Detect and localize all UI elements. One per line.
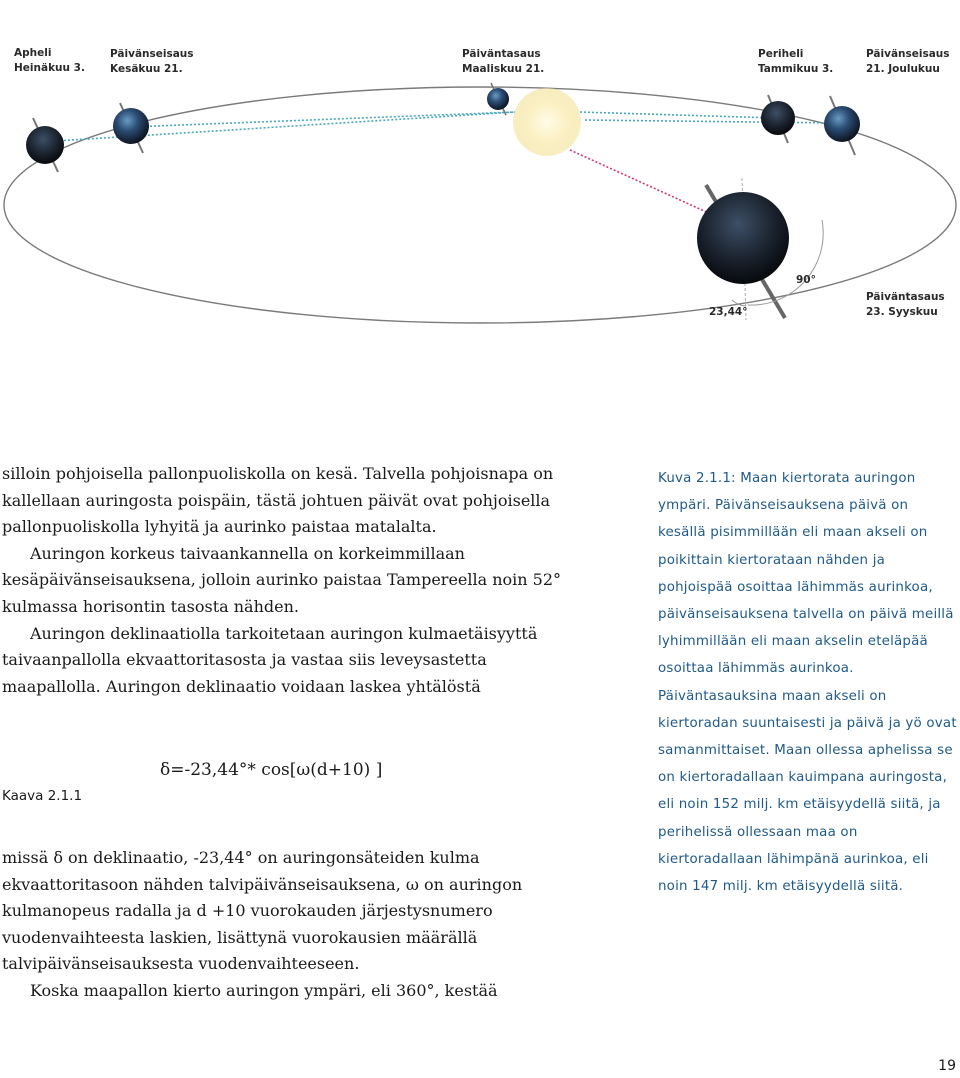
sunlight-line-aphelion [40, 112, 515, 142]
sunlight-line-perihelion [580, 112, 775, 118]
earth-summer-solstice [113, 103, 149, 153]
paragraph-3: Auringon deklinaatiolla tarkoitetaan auringon kulmaetäisyyttä taivaanpallolla ekvaattoritasosta ja vastaa siis leveysastetta maapallolla. Auringon deklinaatio voidaan laskea yhtälöstä [2, 623, 538, 696]
label-perihelion: Periheli Tammikuu 3. [758, 48, 834, 75]
label-summer-solstice: Päivänseisaus Kesäkuu 21. [110, 48, 194, 75]
equation-label: Kaava 2.1.1 [2, 788, 83, 804]
label-spring-equinox: Päiväntasaus Maaliskuu 21. [462, 48, 545, 75]
earth-orbit-figure [0, 0, 960, 400]
earth-perihelion [761, 95, 795, 143]
earth-autumn-equinox [697, 178, 789, 320]
earth-winter-solstice [824, 96, 860, 155]
label-angle-90: 90° [796, 274, 816, 286]
figure-caption: Kuva 2.1.1: Maan kiertorata auringon ympäri. Päivänseisauksena päivä on kesällä pisimmillään eli maan akseli on poikittain kiertorataan nähden ja pohjoispää osoittaa lähimmäs aurinkoa, päivänseisauksena talvella on päivä meillä lyhimmillään eli maan akselin eteläpää osoittaa lähimmäs aurinkoa. Päiväntasauksina maan akseli on kiertoradan suuntaisesti ja päivä ja yö ovat samanmittaiset. Maan ollessa aphelissa se on kiertoradallaan kauimpana auringosta, eli noin 152 milj. km etäisyydellä siitä, ja perihelissä ollessaan maa on kiertoradallaan lähimpänä aurinkoa, eli noin 147 milj. km etäisyydellä siitä. [658, 471, 957, 895]
earth-aphelion [26, 118, 64, 172]
sunlight-line-winter [585, 120, 840, 123]
label-autumn-equinox: Päiväntasaus 23. Syyskuu [866, 291, 945, 318]
equation: δ=-23,44°* cos[ω(d+10) ] [160, 760, 383, 780]
label-aphelion: Apheli Heinäkuu 3. [14, 47, 85, 74]
sunlight-line-summer [130, 112, 515, 127]
page-number: 19 [938, 1058, 956, 1074]
body-text-upper [2, 461, 578, 700]
paragraph-4: missä δ on deklinaatio, -23,44° on auringonsäteiden kulma ekvaattoritasoon nähden talvipäivänseisauksena, ω on auringon kulmanopeus radalla ja d +10 vuorokauden järjestysnumero vuodenvaihteesta laskien, lisättynä vuorokausien määrällä talvipäivänseisauksesta vuodenvaihteeseen. [2, 848, 523, 974]
paragraph-1: silloin pohjoisella pallonpuoliskolla on kesä. Talvella pohjoisnapa on kallellaan auringosta poispäin, tästä johtuen päivät ovat pohjoisella pallonpuoliskolla lyhyitä ja aurinko paistaa matalalta. [2, 464, 554, 537]
sun [513, 88, 581, 156]
label-angle-tilt: 23,44° [709, 306, 748, 318]
paragraph-2: Auringon korkeus taivaankannella on korkeimmillaan kesäpäivänseisauksena, jolloin aurinko paistaa Tampereella noin 52° kulmassa horisontin tasosta nähden. [2, 543, 562, 616]
body-text-lower [2, 845, 578, 1005]
label-winter-solstice: Päivänseisaus 21. Joulukuu [866, 48, 950, 75]
paragraph-5: Koska maapallon kierto auringon ympäri, eli 360°, kestää [30, 980, 498, 1000]
